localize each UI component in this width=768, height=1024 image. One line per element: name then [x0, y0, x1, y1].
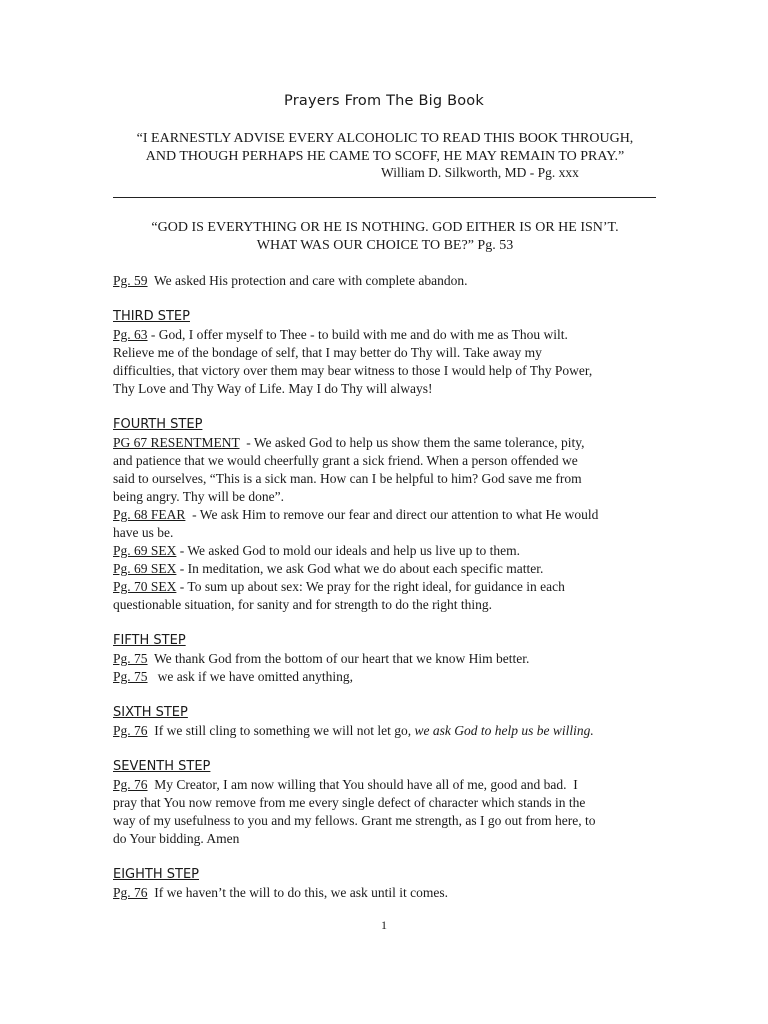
prayers-body [113, 272, 658, 902]
page-reference: PG 67 RESENTMENT [113, 435, 240, 450]
prayer-text: - God, I offer myself to Thee - to build with me and do with me as Thou wilt. [147, 327, 568, 342]
sex-prayer-1 [113, 542, 658, 560]
prayer-line: do Your bidding. Amen [113, 831, 240, 846]
quote-line: WHAT WAS OUR CHOICE TO BE?” Pg. 53 [256, 238, 514, 253]
eighth-step-heading: EIGHTH STEP [113, 867, 199, 882]
fourth-step-heading: FOURTH STEP [113, 417, 203, 432]
prayer-text: We asked His protection and care with complete abandon. [147, 273, 468, 288]
third-step-prayer [113, 326, 658, 344]
sixth-step-prayer [113, 722, 658, 740]
sex-prayer-2 [113, 560, 658, 578]
prayer-text: - To sum up about sex: We pray for the right ideal, for guidance in each [176, 579, 565, 594]
prayer-line: and patience that we would cheerfully grant a sick friend. When a person offended we [113, 453, 578, 468]
prayer-line: way of my usefulness to you and my fellows. Grant me strength, as I go out from here, to [113, 813, 596, 828]
prayer-text: My Creator, I am now willing that You should have all of me, good and bad. I [147, 777, 578, 792]
prayer-line: Relieve me of the bondage of self, that I may better do Thy will. Take away my [113, 345, 542, 360]
prayer-text: - We asked God to help us show them the same tolerance, pity, [239, 435, 585, 450]
prayer-line: difficulties, that victory over them may bear witness to those I would help of Thy Power, [113, 363, 593, 378]
horizontal-divider [113, 197, 656, 198]
fear-prayer [113, 506, 658, 524]
prayer-line: questionable situation, for sanity and for strength to do the right thing. [113, 597, 493, 612]
quote-line: AND THOUGH PERHAPS HE CAME TO SCOFF, HE MAY REMAIN TO PRAY.” [145, 149, 625, 164]
prayer-line: said to ourselves, “This is a sick man. How can I be helpful to him? God save me from [113, 471, 582, 486]
page-reference: Pg. 69 SEX [113, 543, 177, 558]
sixth-step-heading: SIXTH STEP [113, 705, 188, 720]
page-reference: Pg. 75 [113, 669, 148, 684]
page-reference: Pg. 59 [113, 273, 148, 288]
prayer-line: have us be. [113, 525, 174, 540]
seventh-step-prayer [113, 776, 658, 794]
page-reference: Pg. 75 [113, 651, 148, 666]
intro-paragraph [113, 272, 658, 290]
page-reference: Pg. 76 [113, 723, 148, 738]
prayer-text: If we still cling to something we will not let go, [147, 723, 415, 738]
prayer-text: - We asked God to mold our ideals and help us live up to them. [176, 543, 520, 558]
prayer-line: Thy Love and Thy Way of Life. May I do Thy will always! [113, 381, 433, 396]
third-step-heading: THIRD STEP [113, 309, 190, 324]
page-reference: Pg. 76 [113, 885, 148, 900]
prayer-text: - We ask Him to remove our fear and direct our attention to what He would [185, 507, 599, 522]
prayer-text: we ask if we have omitted anything, [147, 669, 353, 684]
sex-prayer-3 [113, 578, 658, 596]
silkworth-quote [100, 130, 670, 166]
page-reference: Pg. 69 SEX [113, 561, 177, 576]
prayer-text: If we haven’t the will to do this, we ask until it comes. [147, 885, 448, 900]
page-reference: Pg. 70 SEX [113, 579, 177, 594]
fifth-step-prayer-2 [113, 668, 658, 686]
page-reference: Pg. 68 FEAR [113, 507, 186, 522]
prayer-text: We thank God from the bottom of our heart that we know Him better. [147, 651, 530, 666]
quote-line: “I EARNESTLY ADVISE EVERY ALCOHOLIC TO READ THIS BOOK THROUGH, [136, 131, 634, 146]
seventh-step-heading: SEVENTH STEP [113, 759, 211, 774]
god-quote [100, 219, 670, 255]
page-reference: Pg. 63 [113, 327, 148, 342]
page-title: Prayers From The Big Book [284, 93, 484, 109]
fifth-step-prayer-1 [113, 650, 658, 668]
prayer-italic-text: we ask God to help us be willing. [414, 723, 594, 738]
prayer-line: being angry. Thy will be done”. [113, 489, 284, 504]
fifth-step-heading: FIFTH STEP [113, 633, 186, 648]
page-reference: Pg. 76 [113, 777, 148, 792]
quote-attribution: William D. Silkworth, MD - Pg. xxx [381, 165, 579, 180]
prayer-line: pray that You now remove from me every single defect of character which stands in the [113, 795, 586, 810]
page-number: 1 [381, 918, 387, 932]
quote-line: “GOD IS EVERYTHING OR HE IS NOTHING. GOD EITHER IS OR HE ISN’T. [151, 220, 619, 235]
eighth-step-prayer [113, 884, 658, 902]
prayer-text: - In meditation, we ask God what we do about each specific matter. [176, 561, 544, 576]
resentment-prayer [113, 434, 658, 452]
